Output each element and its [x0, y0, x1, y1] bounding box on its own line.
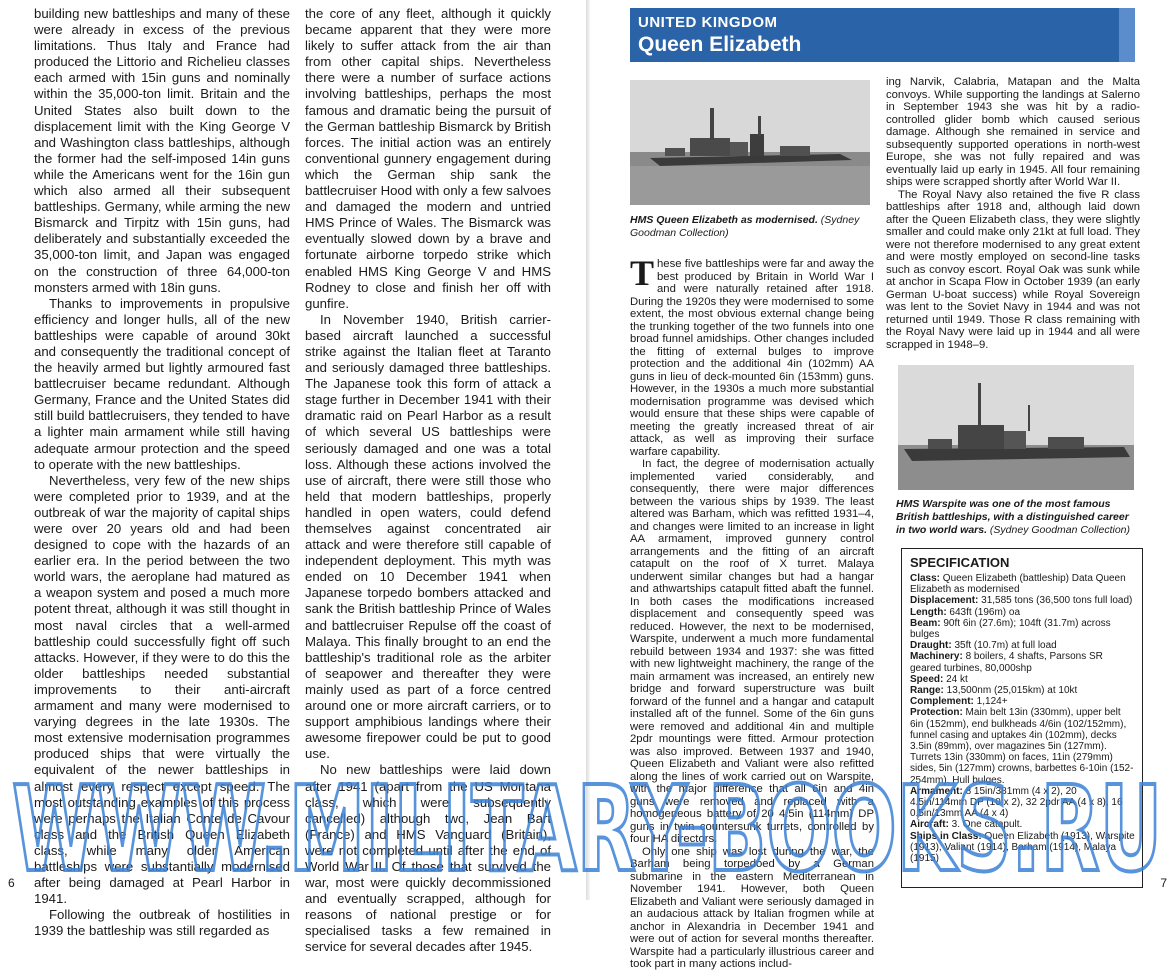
paragraph: In November 1940, British carrier-based aircraft launched a successful strike against the Italian fleet at Taranto and seriously damaged three battleships. The Japanese took this form of attack a stage further in December 1941 with their dramatic raid on Pearl Harbor as a result of which several US battleships were seriously damaged and one was a total loss. Although these actions involved the use of aircraft, there were still those who held that modern battleships, properly handled in open waters, could defend themselves against concentrated air attack and were therefore still capable of independent deployment. This myth was ended on 10 December 1941 when Japanese torpedo bombers attacked and sank the British battleship Prince of Wales and battlecruiser Repulse off the coast of Malaya. This finally brought to an end the battleship's traditional role as the arbiter of seapower and thereafter they were mainly used as part of a force centred around one or more aircraft carriers, or to support amphibious landings where their awesome firepower could be put to good use. — [305, 311, 551, 762]
spec-value: Main belt 13in (330mm), upper belt 6in (152mm), end bulkheads 4/6in (102/152mm), funnel casing and uptakes 4in (102mm), decks 3.5in (89mm), over magazines 5in (127mm). Turrets 13in (330mm) on faces, 11in (279mm) sides, 5in (127mm) crowns, barbettes 6-10in (152-254mm). Hull bulges. — [910, 707, 1134, 786]
page-number-right: 7 — [1160, 876, 1167, 890]
caption-credit: (Sydney Goodman Collection) — [987, 524, 1131, 536]
paragraph: No new battleships were laid down after 1941 (apart from the US Montana class, which were subsequently cancelled) although two, Jean Bart (France) and HMS Vanguard (Britain), were not completed until after the end of World War II. Of those that survived the war, most were quickly decommissioned and eventually scrapped, although for reasons of national prestige or for specialised tasks a few remained in service for several decades after 1945. — [305, 762, 551, 955]
spec-label: Aircraft: — [910, 819, 949, 831]
spec-row — [910, 595, 1136, 606]
spec-row — [910, 707, 1136, 785]
spec-label: Machinery: — [910, 651, 963, 663]
page-number-left: 6 — [8, 876, 15, 890]
spec-row — [910, 607, 1136, 618]
watermark-text: WWW.MILITARY-BOOKS.RU — [12, 760, 1162, 898]
spec-value: Queen Elizabeth (1913), Warspite (1913), Valiant (1914), Barham (1914), Malaya (1915) — [910, 830, 1135, 865]
spec-value: 8 boilers, 4 shafts, Parsons SR geared turbines, 80,000shp — [910, 651, 1103, 674]
spec-value: Queen Elizabeth (battleship) Data Queen Elizabeth as modernised — [910, 573, 1126, 596]
paragraph — [630, 253, 874, 458]
caption-bold: HMS Queen Elizabeth as modernised. — [630, 214, 818, 226]
paragraph: building new battleships and many of these were already in excess of the previous limitations. Thus Italy and France had produced the Littorio and Richelieu classes each armed with 15in guns and nominally within the 35,000-ton limit. Britain and the United States also built down to the displacement limit with the King George V and Washington class battleships, although the former had the self-imposed 14in guns while the Americans went for the 16in gun which also armed all their subsequent battleships. Germany, while arming the new Bismarck and Tirpitz with 15in guns, had deliberately and substantially exceeded the 35,000-ton limit, and Japan was engaged on the construction of three 64,000-ton monsters armed with 18in guns. — [34, 6, 290, 295]
queen-elizabeth-photo — [630, 80, 870, 205]
caption-bold: HMS Warspite was one of the most famous British battleships, with a distinguished career in two world wars. — [896, 498, 1129, 536]
spec-value: 31,585 tons (36,500 tons full load) — [978, 595, 1133, 607]
paragraph: Thanks to improvements in propulsive efficiency and longer hulls, all of the new battleships were capable of around 30kt and consequently the traditional concept of the heavily armed but lightly armoured fast battlecruiser became redundant. Although Germany, France and the United States did still build battlecruisers, they tended to have a lighter main armament while still having adequate armour protection and the speed to operate with the new battleships. — [34, 295, 290, 472]
left-page-column-2 — [305, 6, 551, 956]
banner-accent-strip — [1119, 8, 1135, 62]
spec-row — [910, 696, 1136, 707]
spec-row — [910, 674, 1136, 685]
spec-label: Range: — [910, 685, 944, 697]
spec-label: Length: — [910, 606, 947, 618]
spec-label: Beam: — [910, 617, 941, 629]
paragraph: Following the outbreak of hostilities in 1939 the battleship was still regarded as — [34, 907, 290, 939]
spec-value: 35ft (10.7m) at full load — [951, 640, 1057, 652]
spec-value: 90ft 6in (27.6m); 104ft (31.7m) across bulges — [910, 617, 1111, 641]
spec-row — [910, 819, 1136, 830]
title-banner — [630, 8, 1135, 62]
drop-cap: T — [630, 253, 655, 293]
left-page — [0, 0, 590, 955]
spec-label: Draught: — [910, 640, 952, 652]
spec-row — [910, 640, 1136, 651]
photo-caption-warspite — [896, 498, 1141, 537]
paragraph: The Royal Navy also retained the five R class battleships after 1918 and, although laid down after the Queen Elizabeth class, they were slightly smaller and could make only 21kt at full load. They were not therefore modernised to any great extent and were mostly employed on second-line tasks such as convoy escort. Royal Oak was sunk while at anchor in Scapa Flow in October 1939 (an early German U-boat success) while Royal Sovereign was lent to the Soviet Navy in 1944 and was not returned until 1949. Those R class remaining with the Royal Navy were laid up in 1944 and all were scrapped in 1948–9. — [886, 188, 1140, 351]
spec-label: Speed: — [910, 673, 944, 685]
left-page-column-1 — [34, 6, 290, 939]
spec-row — [910, 618, 1136, 640]
spec-value: 3. One catapult. — [948, 819, 1023, 831]
right-page-column-1 — [630, 253, 874, 971]
paragraph: Only one ship was lost during the war, the Barham being torpedoed by a German submarine in the eastern Mediterranean in November 1941. However, both Queen Elizabeth and Valiant were seriously damaged in an audacious attack by Italian frogmen while at anchor in Alexandria in December 1941 and were out of action for several months thereafter. Warspite had a particularly illustrious career and took part in many actions includ- — [630, 845, 874, 970]
spec-label: Complement: — [910, 696, 974, 708]
paragraph: ing Narvik, Calabria, Matapan and the Malta convoys. While supporting the landings at Salerno in September 1943 she was hit by a radio-controlled glider bomb which caused serious damage. Although she remained in service and subsequently supported operations in north-west Europe, she was not fully repaired and was eventually laid up early in 1945. All four remaining ships were scrapped shortly after World War II. — [886, 76, 1140, 188]
spec-row — [910, 685, 1136, 696]
spec-label: Displacement: — [910, 595, 979, 607]
right-page-column-2 — [886, 76, 1140, 351]
spec-row — [910, 786, 1136, 820]
spec-label: Protection: — [910, 707, 963, 719]
specification-title: SPECIFICATION — [910, 555, 1010, 570]
spec-row — [910, 573, 1136, 595]
photo-caption-queen-elizabeth — [630, 214, 872, 240]
ship-class-title: Queen Elizabeth — [638, 33, 802, 56]
spec-value: 13,500nm (25,015km) at 10kt — [943, 685, 1078, 697]
caption-credit: (Sydney Goodman Collection) — [630, 214, 860, 239]
spec-value: 643ft (196m) oa — [946, 606, 1021, 618]
specification-box — [901, 548, 1143, 888]
paragraph: Nevertheless, very few of the new ships were completed prior to 1939, and at the outbreak of war the majority of capital ships were over 20 years old and had been designed to cope with the hazards of an earlier era. In the period between the two world wars, the aeroplane had matured as a weapon system and posed a much more potent threat, although it was still thought in most naval circles that a well-armed battleship could successfully fight off such attacks. However, if they were to do this the older battleships needed substantial improvements to their anti-aircraft armament and many were modernised to varying degrees in the late 1930s. The most extensive modernisation programmes produced ships that were virtually the equivalent of the newer battleships in almost every respect except speed. The most outstanding examples of this process were perhaps the Italian Conte de Cavour class and the British Queen Elizabeth class, while many older American battleships were substantially modernised after being damaged at Pearl Harbor in 1941. — [34, 472, 290, 907]
specification-list — [910, 573, 1136, 864]
spec-value: 24 kt — [943, 673, 968, 685]
spec-label: Ships in Class: — [910, 830, 982, 842]
paragraph: the core of any fleet, although it quickly became apparent that they were more likely to suffer attack from the air than from other capital ships. Nevertheless there were a number of surface actions involving battleships, perhaps the most famous and dramatic being the pursuit of the German battleship Bismarck by British forces. The initial action was an entirely conventional gunnery engagement during which the German ship sank the battlecruiser Hood with only a few salvoes and damaged the modern and untried HMS Prince of Wales. The Bismarck was eventually slowed down by a brave and fortunate airborne torpedo strike which enabled HMS King George V and HMS Rodney to close and finish her off with gunfire. — [305, 6, 551, 311]
paragraph: In fact, the degree of modernisation actually implemented varied considerably, and consequently, there were major differences between the various ships by 1939. The least altered was Barham, which was refitted 1931–4, and changes were limited to an increase in light AA armament, improved gunnery control arrangements and the fitting of an aircraft catapult on the roof of X turret. Malaya underwent similar changes but had a hangar and athwartships catapult fitted abaft the funnel. In both cases the modifications increased displacement and consequently speed was reduced. However, the next to be modernised, Warspite, underwent a much more fundamental rebuild between 1934 and 1937: she was fitted with new lightweight machinery, the range of the main armament was increased, an entirely new bridge and forward superstructure was built forward of the funnel and a hangar and catapult installed aft of the funnel. Some of the 6in guns were removed and additional 4in and multiple 2pdr mountings were fitted. Armour protection was also improved. Between 1937 and 1940, Queen Elizabeth and Valiant were also refitted along the lines of work carried out on Warspite, with the major difference that all 6in and 4in guns were removed and replaced with a homogeneous battery of 20 4.5in (114mm) DP guns in twin countersunk turrets, controlled by four HA directors. — [630, 458, 874, 845]
spec-label: Class: — [910, 573, 941, 584]
spec-value: 8 15in/381mm (4 x 2), 20 4.5in/114mm DP (10 x 2), 32 2pdr AA (4 x 8), 16 0.5in/13mm AA (4 x 4) — [910, 785, 1123, 820]
spec-row — [910, 831, 1136, 865]
spec-row — [910, 651, 1136, 673]
spec-value: 1,124+ — [973, 696, 1008, 708]
warspite-photo — [898, 365, 1134, 490]
paragraph-text: hese five battleships were far and away the best produced by Britain in World War I and were naturally retained after 1918. During the 1920s they were modernised to some extent, the most obvious external change being the trunking together of the two funnels into one broad funnel amidships. Other changes included the fitting of external bulges to improve protection and the additional 4in (102mm) AA guns in lieu of deck-mounted 6in (153mm) guns. However, in the 1930s a much more substantial modernisation programme was devised which would ensure that these ships were capable of meeting the greatly increased threat of air attack, as well as improving their surface warfare capability. — [630, 258, 874, 458]
spec-label: Armament: — [910, 785, 963, 797]
right-page — [590, 0, 1175, 970]
country-heading: UNITED KINGDOM — [638, 14, 778, 31]
